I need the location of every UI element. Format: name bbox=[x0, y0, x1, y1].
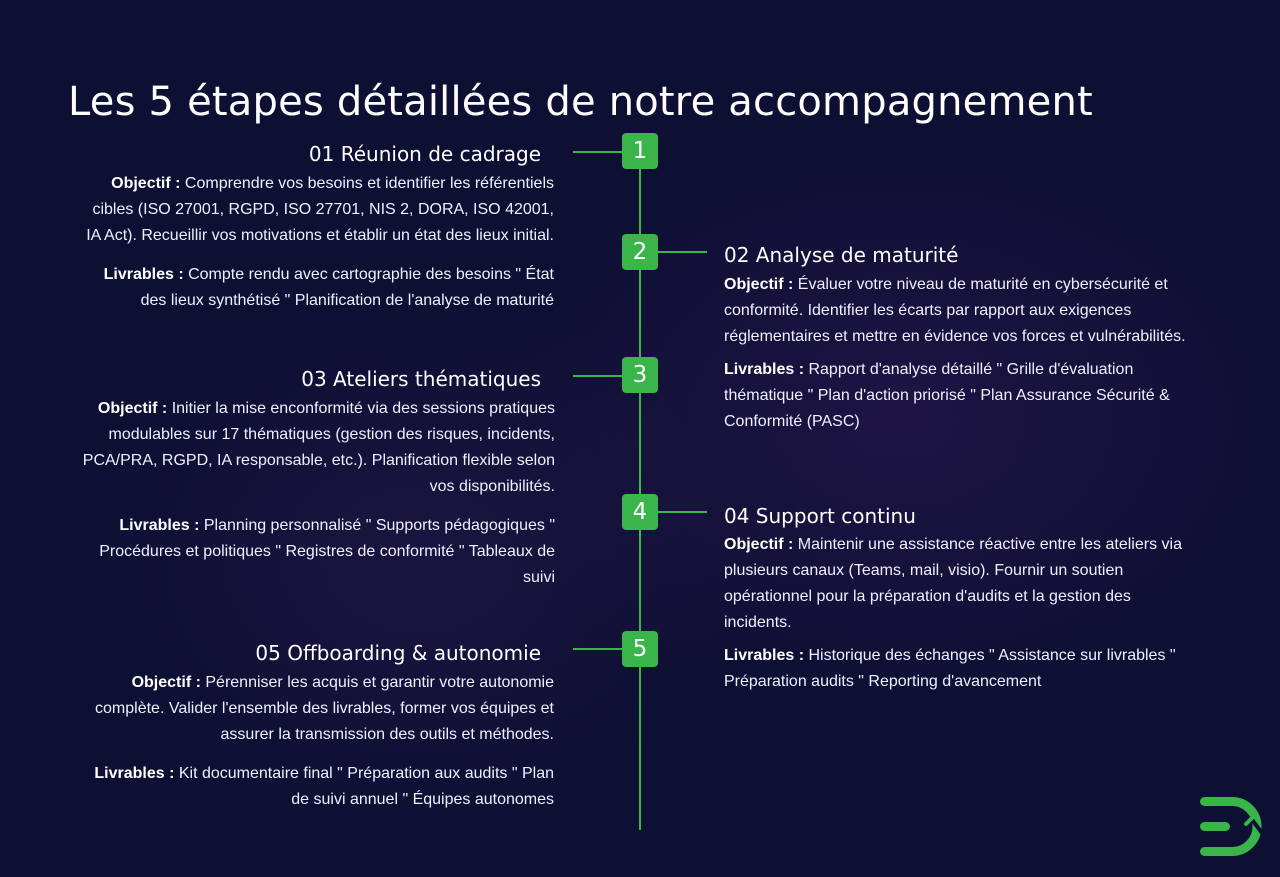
step-1-title: 01 Réunion de cadrage bbox=[308, 142, 541, 166]
step-5-objectif-text: Pérenniser les acquis et garantir votre autonomie complète. Valider l'ensemble des livrables, former vos équipes et assurer la transmission des outils et méthodes. bbox=[95, 674, 554, 743]
step-4-livrables-label: Livrables : bbox=[724, 647, 805, 664]
step-2-livrables-label: Livrables : bbox=[724, 361, 805, 378]
step-2-objectif-label: Objectif : bbox=[724, 276, 794, 293]
step-3-number-badge: 3 bbox=[622, 357, 658, 393]
step-2-livrables-text: Rapport d'analyse détaillé " Grille d'évaluation thématique " Plan d'action priorisé " Plan Assurance Sécurité & Conformité (PASC) bbox=[724, 361, 1170, 430]
step-4-connector bbox=[657, 511, 707, 513]
step-1-livrables bbox=[82, 262, 554, 314]
step-2-title: 02 Analyse de maturité bbox=[724, 243, 959, 267]
step-5-objectif-label: Objectif : bbox=[131, 674, 201, 691]
step-5-title: 05 Offboarding & autonomie bbox=[255, 641, 541, 665]
step-5-livrables-label: Livrables : bbox=[94, 765, 175, 782]
step-2-livrables bbox=[724, 357, 1194, 435]
step-5-livrables bbox=[82, 761, 554, 813]
step-4-number-badge: 4 bbox=[622, 494, 658, 530]
step-3-objectif-label: Objectif : bbox=[97, 400, 168, 417]
step-4-livrables-text: Historique des échanges " Assistance sur livrables " Préparation audits " Reporting d'avancement bbox=[724, 647, 1176, 690]
step-1-connector bbox=[573, 151, 623, 153]
step-2-objectif bbox=[724, 272, 1214, 350]
step-5-connector bbox=[573, 648, 623, 650]
step-4-objectif-label: Objectif : bbox=[724, 536, 794, 553]
step-3-objectif bbox=[70, 396, 555, 500]
step-3-objectif-text: Initier la mise enconformité via des sessions pratiques modulables sur 17 thématiques (gestion des risques, incidents, PCA/PRA, RGPD, IA responsable, etc.). Planification flexible selon vos disponibilités. bbox=[82, 400, 555, 495]
brand-logo-icon bbox=[1198, 795, 1264, 859]
step-1-livrables-label: Livrables : bbox=[103, 266, 184, 283]
step-4-title: 04 Support continu bbox=[724, 504, 916, 528]
step-2-objectif-text: Évaluer votre niveau de maturité en cybersécurité et conformité. Identifier les écarts par rapport aux exigences réglementaires et mettre en évidence vos forces et vulnérabilités. bbox=[724, 276, 1186, 345]
step-4-objectif-text: Maintenir une assistance réactive entre les ateliers via plusieurs canaux (Teams, mail, visio). Fournir un soutien opérationnel pour la préparation d'audits et la gestion des incidents. bbox=[724, 536, 1182, 631]
step-3-livrables-label: Livrables : bbox=[119, 517, 200, 534]
step-5-number-badge: 5 bbox=[622, 631, 658, 667]
step-3-livrables-text: Planning personnalisé " Supports pédagogiques " Procédures et politiques " Registres de conformité " Tableaux de suivi bbox=[99, 517, 555, 586]
step-4-livrables bbox=[724, 643, 1194, 695]
page-title: Les 5 étapes détaillées de notre accompagnement bbox=[68, 78, 1093, 125]
step-3-title: 03 Ateliers thématiques bbox=[301, 367, 541, 391]
step-1-number-badge: 1 bbox=[622, 133, 658, 169]
step-5-objectif bbox=[75, 670, 554, 748]
step-1-objectif bbox=[82, 171, 554, 249]
step-4-objectif bbox=[724, 532, 1199, 636]
step-1-livrables-text: Compte rendu avec cartographie des besoins " État des lieux synthétisé " Planification de l'analyse de maturité bbox=[140, 266, 554, 309]
step-2-number-badge: 2 bbox=[622, 234, 658, 270]
step-1-objectif-label: Objectif : bbox=[111, 175, 181, 192]
step-3-connector bbox=[573, 375, 623, 377]
step-5-livrables-text: Kit documentaire final " Préparation aux audits " Plan de suivi annuel " Équipes autonomes bbox=[174, 765, 554, 808]
step-3-livrables bbox=[82, 513, 555, 591]
step-2-connector bbox=[657, 251, 707, 253]
step-1-objectif-text: Comprendre vos besoins et identifier les référentiels cibles (ISO 27001, RGPD, ISO 27701, NIS 2, DORA, ISO 42001, IA Act). Recueillir vos motivations et établir un état des lieux initial. bbox=[86, 175, 554, 244]
